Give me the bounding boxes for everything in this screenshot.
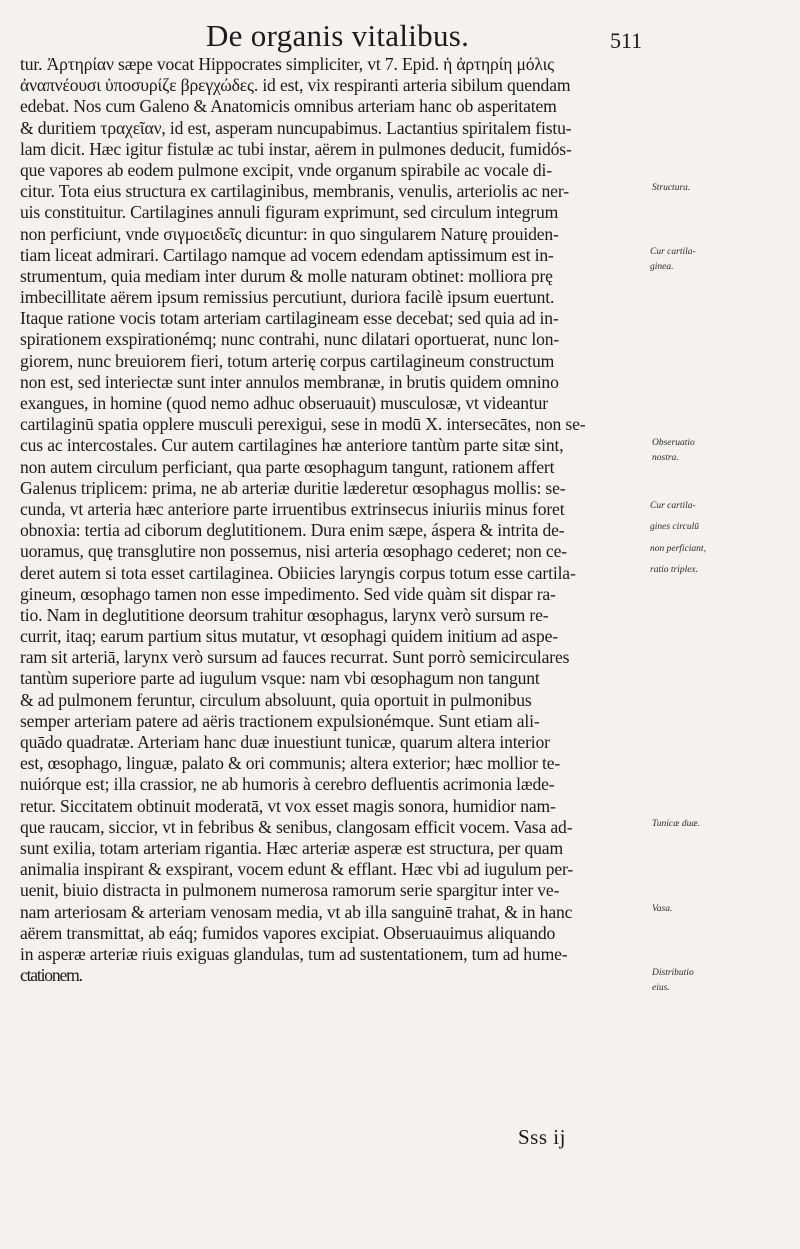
text-line: exangues, in homine (quod nemo adhuc obseruauit) musculosæ, vt videantur bbox=[20, 393, 548, 413]
text-line: uis constituitur. Cartilagines annuli figuram exprimunt, sed circulum integrum bbox=[20, 202, 559, 223]
margin-note: Tunicæ duæ. bbox=[652, 819, 701, 830]
text-line: edebat. Nos cum Galeno & Anatomicis omnibus arteriam hanc ob asperitatem bbox=[20, 96, 557, 117]
margin-note: gines circulū bbox=[650, 522, 699, 533]
text-line: & duritiem τραχεῖαν, id est, asperam nuncupabimus. Lactantius spiritalem fistu- bbox=[20, 117, 572, 138]
text-line: tur. Ἀρτηρίαν sæpe vocat Hippocrates simpliciter, vt 7. Epid. ἡ ἀρτηρίη μόλις bbox=[20, 54, 554, 74]
margin-note: eius. bbox=[652, 982, 670, 993]
margin-note: Structura. bbox=[652, 183, 691, 194]
text-line: animalia inspirant & exspirant, vocem edunt & efflant. Hæc vbi ad iugulum per- bbox=[20, 859, 574, 880]
running-head: De organis vitalibus. bbox=[206, 18, 470, 53]
text-line: tiam liceat admirari. Cartilago namque ad vocem edendam aptissimum est in- bbox=[20, 244, 554, 265]
text-line: currit, itaq; earum partium situs mutatur, vt œsophagi quidem initium ad aspe- bbox=[20, 626, 558, 647]
text-line: retur. Siccitatem obtinuit moderatā, vt vox esset magis sonora, humidior nam- bbox=[20, 795, 556, 816]
margin-note: Obseruatio bbox=[652, 437, 695, 448]
text-line: ctationem. bbox=[20, 965, 82, 986]
signature-mark: Sss ij bbox=[518, 1125, 566, 1149]
text-line: Galenus triplicem: prima, ne ab arteriæ duritie læderetur œsophagus mollis: se- bbox=[20, 477, 566, 498]
text-line: uenit, biuio distracta in pulmonem numerosa ramorum serie spargitur inter ve- bbox=[20, 880, 560, 901]
margin-note: Cur cartila- bbox=[650, 246, 696, 257]
text-line: obnoxia: tertia ad ciborum deglutitionem. Dura enim sæpe, áspera & intrita de- bbox=[20, 520, 565, 541]
text-line: deret autem si tota esset cartilaginea. Obiicies laryngis corpus totum esse cartila- bbox=[20, 562, 576, 583]
marginalia-column bbox=[646, 0, 800, 1249]
margin-note: Cur cartila- bbox=[650, 501, 696, 512]
margin-note: ginea. bbox=[650, 262, 674, 272]
text-line: que raucam, siccior, vt in febribus & senibus, clangosam efficit vocem. Vasa ad- bbox=[20, 816, 573, 837]
margin-note: Distributio bbox=[652, 967, 694, 978]
text-line: nam arteriosam & arteriam venosam media, vt ab illa sanguinē trahat, & in hanc bbox=[20, 901, 573, 922]
text-line: non perficiunt, vnde σιγμοειδεῖς dicuntur: in quo singularem Naturę prouiden- bbox=[20, 223, 559, 244]
text-line: uoramus, quę transglutire non possemus, nisi arteria œsophago cederet; non ce- bbox=[20, 541, 567, 562]
text-line: spirationem exspirationémq; nunc contrahi, nunc dilatari oportuerat, nunc lon- bbox=[20, 329, 560, 350]
text-line: cartilaginū spatia opplere musculi perexigui, sese in modū X. intersecātes, non se- bbox=[20, 414, 586, 435]
text-line: citur. Tota eius structura ex cartilaginibus, membranis, venulis, arteriolis ac ner- bbox=[20, 181, 569, 202]
text-line: sunt exilia, totam arteriam rigantia. Hæc arteriæ asperæ est structura, per quam bbox=[20, 837, 563, 858]
text-line: aërem transmittat, ab eáq; fumidos vapores excipiat. Obseruauimus aliquando bbox=[20, 922, 556, 943]
text-line: non est, sed interiectæ sunt inter annulos membranæ, in brutis quidem omnino bbox=[20, 371, 559, 392]
text-line: tio. Nam in deglutitione deorsum trahitur œsophagus, larynx verò sursum re- bbox=[20, 604, 549, 625]
text-line: cus ac intercostales. Cur autem cartilagines hæ anteriore tantùm parte sitæ sint, bbox=[20, 435, 564, 456]
text-line: ἀναπνέουσι ὑποσυρίζε βρεγχώδες. id est, vix respiranti arteria sibilum quendam bbox=[20, 75, 571, 96]
text-line: lam dicit. Hæc igitur fistulæ ac tubi instar, aërem in pulmones deducit, fumidós- bbox=[20, 138, 572, 159]
main-text-block bbox=[20, 54, 660, 986]
text-line: strumentum, quia mediam inter durum & molle naturam obtinet: molliora prę bbox=[20, 265, 553, 286]
text-line: in asperæ arteriæ riuis exiguas glandulas, tum ad sustentationem, tum ad hume- bbox=[20, 943, 568, 964]
text-line: semper arteriam patere ad aëris tractionem expulsionémque. Sunt etiam ali- bbox=[20, 710, 540, 731]
margin-note: non perficiant, bbox=[650, 543, 706, 554]
text-line: quādo quadratæ. Arteriam hanc duæ inuestiunt tunicæ, quarum altera interior bbox=[20, 732, 550, 752]
margin-note: ratio triplex. bbox=[650, 564, 699, 575]
margin-note: nostra. bbox=[652, 452, 679, 463]
text-line: imbecillitate aërem ipsum remissius percutiunt, duriora facilè ipsum euertunt. bbox=[20, 287, 555, 308]
text-line: & ad pulmonem feruntur, circulum absoluunt, quia oportuit in pulmonibus bbox=[20, 689, 532, 710]
text-line: Itaque ratione vocis totam arteriam cartilagineam esse decebat; sed quia ad in- bbox=[20, 308, 559, 329]
text-line: tantùm superiore parte ad iugulum vsque: nam vbi œsophagum non tangunt bbox=[20, 668, 540, 689]
text-line: giorem, nunc breuiorem fieri, totum arterię corpus cartilagineum constructum bbox=[20, 350, 555, 371]
text-line: ram sit arteriā, larynx verò sursum ad fauces recurrat. Sunt porrò semicirculares bbox=[20, 647, 570, 668]
text-line: nuiórque est; illa crassior, ne ab humoris à cerebro defluentis acrimonia læde- bbox=[20, 774, 555, 795]
margin-note: Vasa. bbox=[652, 904, 673, 914]
text-line: est, œsophago, linguæ, palato & ori communis; altera exterior; hæc mollior te- bbox=[20, 753, 561, 774]
page-number: 511 bbox=[610, 28, 643, 53]
text-line: que vapores ab eodem pulmone excipit, vnde organum spirabile ac vocale di- bbox=[20, 159, 552, 180]
text-line: cunda, vt arteria hæc anteriore parte irruentibus extrinsecus iniuriis minus foret bbox=[20, 498, 565, 519]
text-line: non autem circulum perficiant, qua parte œsophagum tangunt, rationem affert bbox=[20, 456, 555, 477]
text-line: gineum, œsophago tamen non esse impedimento. Sed vide quàm sit dispar ra- bbox=[20, 583, 556, 604]
